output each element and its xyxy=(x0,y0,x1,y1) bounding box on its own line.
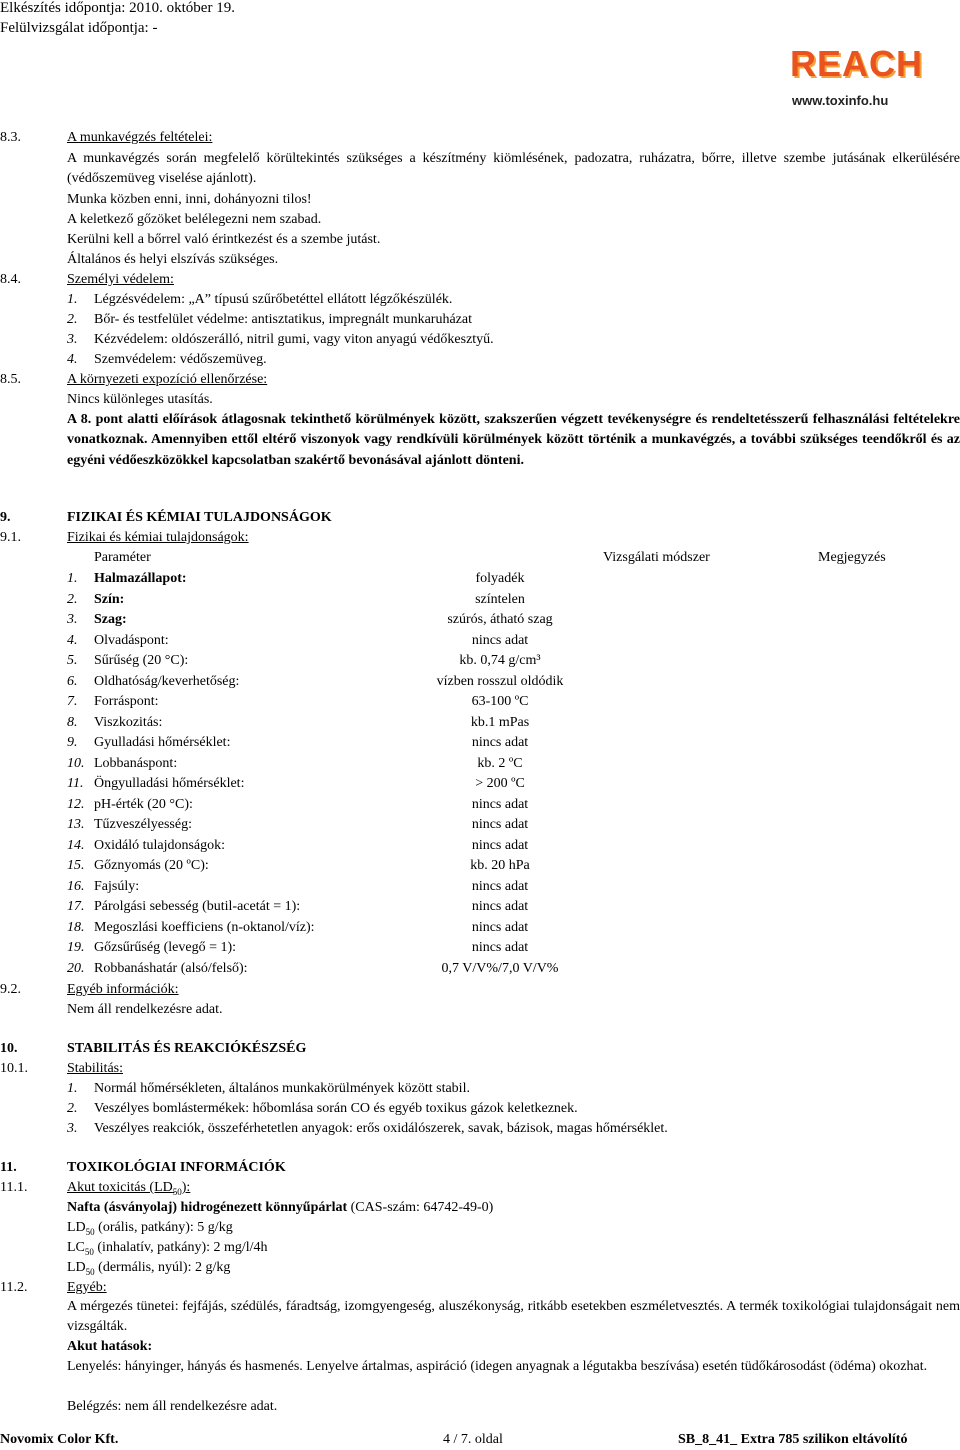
property-name: Szag: xyxy=(94,612,127,627)
section-number: 11.2. xyxy=(0,1280,28,1295)
list-item: Veszélyes bomlástermékek: hőbomlása során CO és egyéb toxikus gázok keletkeznek. xyxy=(94,1101,578,1116)
paragraph: Lenyelés: hányinger, hányás és hasmenés. Lenyelve ártalmas, aspiráció (idegen anyagnak a légutakba beszívása) esetén tüdőkárosodást (ödéma) okozhat. xyxy=(67,1359,928,1374)
section-title: A munkavégzés feltételei: xyxy=(67,130,213,145)
property-value: színtelen xyxy=(475,592,525,607)
property-number: 6. xyxy=(67,674,78,689)
property-name: Halmazállapot: xyxy=(94,571,187,586)
section-number: 8.3. xyxy=(0,130,21,145)
property-value: vízben rosszul oldódik xyxy=(436,674,564,689)
list-item: Veszélyes reakciók, összeférhetetlen anyagok: erős oxidálószerek, savak, bázisok, magas hőmérséklet. xyxy=(94,1121,668,1136)
section-title: Egyéb információk: xyxy=(67,982,179,997)
list-item: Kézvédelem: oldószerálló, nitril gumi, vagy viton anyagú védőkesztyű. xyxy=(94,332,494,347)
text-line: A keletkező gőzöket belélegezni nem szabad. xyxy=(67,212,322,227)
property-number: 7. xyxy=(67,694,78,709)
property-number: 14. xyxy=(67,838,85,853)
section-number: 10.1. xyxy=(0,1061,28,1076)
section-number: 8.4. xyxy=(0,272,21,287)
text-line: Nincs különleges utasítás. xyxy=(67,392,213,407)
list-item: Légzésvédelem: „A” típusú szűrőbetéttel ellátott légzőkészülék. xyxy=(94,292,453,307)
text-line: Belégzés: nem áll rendelkezésre adat. xyxy=(67,1399,278,1414)
property-name: Tűzveszélyesség: xyxy=(94,817,192,832)
property-number: 18. xyxy=(67,920,85,935)
property-name: Olvadáspont: xyxy=(94,633,169,648)
property-value: nincs adat xyxy=(471,797,529,812)
property-value: kb. 20 hPa xyxy=(470,858,530,873)
section-title: Egyéb: xyxy=(67,1280,107,1295)
property-value: > 200 ºC xyxy=(475,776,525,791)
property-value: nincs adat xyxy=(471,920,529,935)
subheading: Akut hatások: xyxy=(67,1339,153,1354)
section-number: 11.1. xyxy=(0,1180,28,1195)
section-number: 9.1. xyxy=(0,530,21,545)
property-number: 13. xyxy=(67,817,85,832)
substance-cas: (CAS-szám: 64742-49-0) xyxy=(347,1200,494,1215)
chapter-number: 9. xyxy=(0,510,11,525)
paragraph: A munkavégzés során megfelelő körültekintés szükséges a készítmény kiömlésének, padozatra, ruházatra, bőrre, illetve szembe jutásának elkerülésére (védőszemüveg viselése ajánlott). xyxy=(67,151,960,187)
property-number: 1. xyxy=(67,571,78,586)
chapter-number: 11. xyxy=(0,1160,17,1175)
text-line: Nem áll rendelkezésre adat. xyxy=(67,1002,223,1017)
logo-word: REACH xyxy=(790,43,924,84)
property-name: Szín: xyxy=(94,592,125,607)
column-header-note: Megjegyzés xyxy=(818,550,886,565)
text-line: Kerülni kell a bőrrel való érintkezést és a szembe jutást. xyxy=(67,232,381,247)
property-name: Gőzsűrűség (levegő = 1): xyxy=(94,940,237,955)
property-value: kb. 2 ºC xyxy=(477,756,523,771)
property-value: nincs adat xyxy=(471,879,529,894)
property-name: Viszkozitás: xyxy=(94,715,163,730)
section-title: Stabilitás: xyxy=(67,1061,123,1076)
property-number: 10. xyxy=(67,756,85,771)
property-name: Gyulladási hőmérséklet: xyxy=(94,735,231,750)
property-number: 4. xyxy=(67,633,78,648)
list-number: 4. xyxy=(67,352,78,367)
paragraph: A mérgezés tünetei: fejfájás, szédülés, fáradtság, izomgyengeség, aluszékonyság, ritkább esetekben eszméletvesztés. A termék toxikológiai tulajdonságait nem vizsgálták. xyxy=(67,1299,960,1335)
substance-name: Nafta (ásványolaj) hidrogénezett könnyűpárlat xyxy=(67,1200,348,1215)
list-number: 3. xyxy=(67,332,78,347)
footer-page: 4 / 7. oldal xyxy=(443,1432,503,1447)
property-number: 9. xyxy=(67,735,78,750)
property-value: nincs adat xyxy=(471,735,529,750)
tox-value: $LD_{50}$ (dermális, nyúl): 2 g/kg xyxy=(67,1260,231,1277)
property-name: pH-érték (20 °C): xyxy=(94,797,193,812)
property-name: Öngyulladási hőmérséklet: xyxy=(94,776,245,791)
list-number: 2. xyxy=(67,1101,78,1116)
section-number: 9.2. xyxy=(0,982,21,997)
column-header-parameter: Paraméter xyxy=(94,550,151,565)
property-value: nincs adat xyxy=(471,940,529,955)
property-number: 20. xyxy=(67,961,85,976)
property-number: 15. xyxy=(67,858,85,873)
section-number: 8.5. xyxy=(0,372,21,387)
substance-line xyxy=(67,1198,493,1218)
list-number: 2. xyxy=(67,312,78,327)
property-name: Lobbanáspont: xyxy=(94,756,178,771)
property-name: Párolgási sebesség (butil-acetát = 1): xyxy=(94,899,301,914)
property-value: nincs adat xyxy=(471,633,529,648)
property-value: nincs adat xyxy=(471,817,529,832)
property-name: Fajsúly: xyxy=(94,879,140,894)
property-number: 12. xyxy=(67,797,85,812)
property-value: nincs adat xyxy=(471,838,529,853)
logo-url: www.toxinfo.hu xyxy=(792,93,889,108)
property-number: 5. xyxy=(67,653,78,668)
property-number: 19. xyxy=(67,940,85,955)
reach-logo xyxy=(790,43,958,110)
list-item: Szemvédelem: védőszemüveg. xyxy=(94,352,267,367)
property-number: 11. xyxy=(67,776,84,791)
property-value: nincs adat xyxy=(471,899,529,914)
property-number: 17. xyxy=(67,899,85,914)
column-header-method: Vizsgálati módszer xyxy=(603,550,710,565)
property-value: kb. 0,74 g/cm³ xyxy=(459,653,541,668)
property-number: 8. xyxy=(67,715,78,730)
prepared-date: Elkészítés időpontja: 2010. október 19. xyxy=(0,0,235,16)
section-title: Személyi védelem: xyxy=(67,272,174,287)
section-title: A környezeti expozíció ellenőrzése: xyxy=(67,372,268,387)
property-name: Forráspont: xyxy=(94,694,159,709)
revision-date: Felülvizsgálat időpontja: - xyxy=(0,20,158,36)
property-name: Oldhatóság/keverhetőség: xyxy=(94,674,240,689)
section-title: Fizikai és kémiai tulajdonságok: xyxy=(67,530,249,545)
text-line: Általános és helyi elszívás szükséges. xyxy=(67,252,279,267)
property-name: Gőznyomás (20 ºC): xyxy=(94,858,209,873)
list-number: 1. xyxy=(67,1081,78,1096)
tox-value: $LD_{50}$ (orális, patkány): 5 g/kg xyxy=(67,1220,233,1237)
text-line: Munka közben enni, inni, dohányozni tilos! xyxy=(67,192,312,207)
property-value: folyadék xyxy=(475,571,525,586)
chapter-title: STABILITÁS ÉS REAKCIÓKÉSZSÉG xyxy=(67,1041,307,1056)
property-value: kb.1 mPas xyxy=(470,715,530,730)
chapter-title: TOXIKOLÓGIAI INFORMÁCIÓK xyxy=(67,1160,286,1175)
property-name: Robbanáshatár (alsó/felső): xyxy=(94,961,248,976)
footer-company: Novomix Color Kft. xyxy=(0,1432,119,1447)
section-title: Akut toxicitás $(LD_{50})$: xyxy=(67,1180,191,1197)
property-name: Oxidáló tulajdonságok: xyxy=(94,838,226,853)
list-item: Normál hőmérsékleten, általános munkakörülmények között stabil. xyxy=(94,1081,470,1096)
chapter-title: FIZIKAI ÉS KÉMIAI TULAJDONSÁGOK xyxy=(67,510,332,525)
tox-value: $LC_{50}$ (inhalatív, patkány): 2 mg/l/4h xyxy=(67,1240,268,1257)
list-item: Bőr- és testfelület védelme: antisztatikus, impregnált munkaruházat xyxy=(94,312,472,327)
property-name: Sűrűség (20 °C): xyxy=(94,653,189,668)
property-number: 3. xyxy=(67,612,78,627)
chapter-number: 10. xyxy=(0,1041,18,1056)
footer-code: SB_8_41_ Extra 785 szilikon eltávolító xyxy=(678,1432,908,1447)
property-value: szúrós, átható szag xyxy=(447,612,553,627)
list-number: 3. xyxy=(67,1121,78,1136)
property-name: Megoszlási koefficiens (n-oktanol/víz): xyxy=(94,920,315,935)
property-number: 16. xyxy=(67,879,85,894)
property-value: 63-100 ºC xyxy=(471,694,529,709)
property-number: 2. xyxy=(67,592,78,607)
list-number: 1. xyxy=(67,292,78,307)
property-value: 0,7 V/V%/7,0 V/V% xyxy=(441,961,559,976)
bold-paragraph: A 8. pont alatti előírások átlagosnak tekinthető körülmények között, szakszerűen végzett tevékenységre és rendeltetésszerű felhasználási feltételekre vonatkoznak. Amennyiben ettől eltérő viszonyok vagy rendkívüli körülmények között történik a munkavégzés, a további szükséges teendőkről és az egyéni védőeszközökkel kapcsolatban szakértő bevonásával ajánlott dönteni. xyxy=(67,412,960,468)
